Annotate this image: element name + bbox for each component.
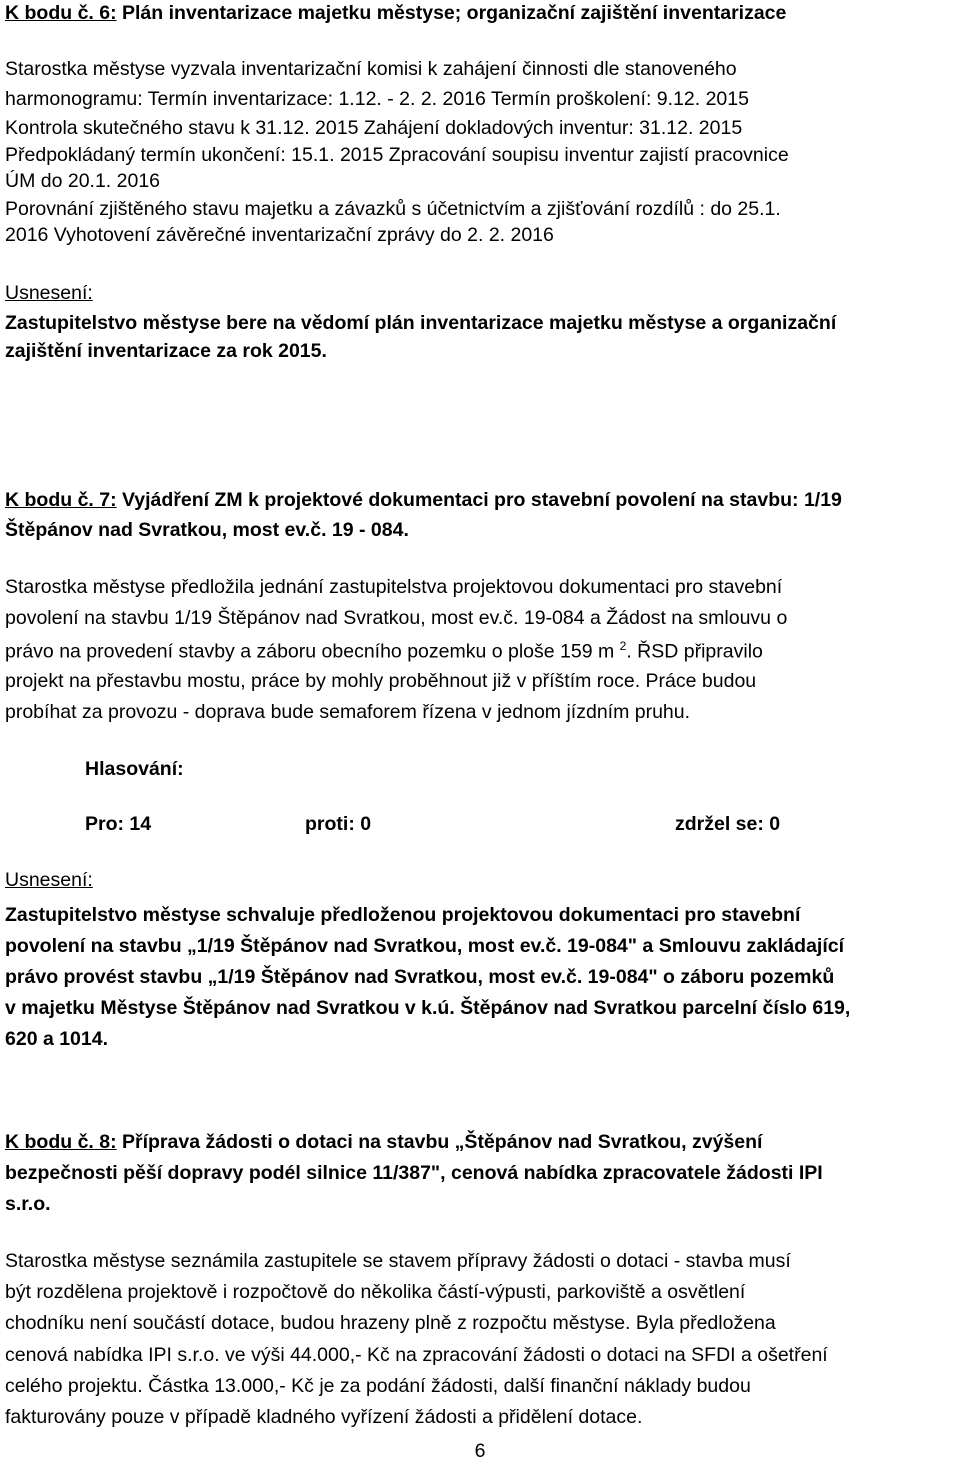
item7-body-line: projekt na přestavbu mostu, práce by mohly proběhnout již v příštím roce. Práce budou — [5, 670, 757, 692]
item7-body-line — [5, 640, 763, 662]
item8-body-line: celého projektu. Částka 13.000,- Kč je za podání žádosti, další finanční náklady budou — [5, 1375, 751, 1397]
resolution-text-line: v majetku Městyse Štěpánov nad Svratkou v k.ú. Štěpánov nad Svratkou parcelní číslo 619, — [5, 997, 851, 1019]
item8-body-line: být rozdělena projektově i rozpočtově do několika částí-výpusti, parkoviště a osvětlení — [5, 1281, 746, 1303]
resolution-text-line: právo provést stavbu „1/19 Štěpánov nad Svratkou, most ev.č. 19-084" o záboru pozemků — [5, 966, 835, 988]
item6-body-line: Starostka městyse vyzvala inventarizační komisi k zahájení činnosti dle stanoveného — [5, 58, 737, 80]
page-number: 6 — [474, 1440, 486, 1462]
vote-against: proti: 0 — [305, 813, 372, 835]
item7-body-line: probíhat za provozu - doprava bude semaforem řízena v jednom jízdním pruhu. — [5, 701, 691, 723]
item6-heading — [5, 4, 786, 24]
item7-body-line: povolení na stavbu 1/19 Štěpánov nad Svratkou, most ev.č. 19-084 a Žádost na smlouvu o — [5, 607, 788, 629]
vote-abstain: zdržel se: 0 — [675, 813, 781, 835]
resolution-text-line: 620 a 1014. — [5, 1028, 109, 1050]
item-title: Vyjádření ZM k projektové dokumentaci pro stavební povolení na stavbu: 1/19 — [116, 489, 842, 511]
voting-label: Hlasování: — [85, 758, 184, 780]
item8-heading — [5, 1133, 762, 1153]
body-text: . ŘSD připravilo — [626, 640, 763, 663]
item-label: K bodu č. 6: — [5, 2, 117, 24]
item8-body-line: chodníku není součástí dotace, budou hrazeny plně z rozpočtu městyse. Byla předložena — [5, 1312, 776, 1334]
item8-body-line: Starostka městyse seznámila zastupitele se stavem přípravy žádosti o dotaci - stavba musí — [5, 1250, 791, 1272]
resolution-label: Usnesení: — [5, 282, 93, 304]
resolution-label: Usnesení: — [5, 869, 93, 891]
resolution-text-line: Zastupitelstvo městyse schvaluje předloženou projektovou dokumentaci pro stavební — [5, 904, 801, 926]
item-title: Plán inventarizace majetku městyse; organizační zajištění inventarizace — [116, 2, 787, 24]
resolution-text-line: povolení na stavbu „1/19 Štěpánov nad Svratkou, most ev.č. 19-084" a Smlouvu zakládající — [5, 935, 845, 957]
item8-body-line: cenová nabídka IPI s.r.o. ve výši 44.000,- Kč na zpracování žádosti o dotaci na SFDI a ošetření — [5, 1344, 828, 1366]
item8-heading-line3: s.r.o. — [5, 1193, 51, 1215]
item6-body-line: Porovnání zjištěného stavu majetku a závazků s účetnictvím a zjišťování rozdílů : do 25.1. — [5, 198, 781, 220]
item6-body-line: Kontrola skutečného stavu k 31.12. 2015 Zahájení dokladových inventur: 31.12. 2015 — [5, 117, 743, 139]
vote-for: Pro: 14 — [85, 813, 152, 835]
item6-body-line: ÚM do 20.1. 2016 — [5, 170, 161, 192]
superscript: 2 — [619, 639, 627, 653]
item7-body-line: Starostka městyse předložila jednání zastupitelstva projektovou dokumentaci pro stavební — [5, 576, 783, 598]
item7-heading — [5, 491, 842, 511]
body-text: právo na provedení stavby a záboru obecního pozemku o ploše 159 m — [5, 640, 620, 663]
item-label: K bodu č. 8: — [5, 1131, 117, 1153]
item-title: Příprava žádosti o dotaci na stavbu „Štěpánov nad Svratkou, zvýšení — [116, 1131, 763, 1153]
item6-body-line: harmonogramu: Termín inventarizace: 1.12. - 2. 2. 2016 Termín proškolení: 9.12. 2015 — [5, 88, 749, 110]
resolution-text-line: Zastupitelstvo městyse bere na vědomí plán inventarizace majetku městyse a organizační — [5, 312, 837, 334]
item6-body-line: Předpokládaný termín ukončení: 15.1. 2015 Zpracování soupisu inventur zajistí pracovnice — [5, 144, 789, 166]
item7-heading-line2: Štěpánov nad Svratkou, most ev.č. 19 - 084. — [5, 519, 409, 541]
item-label: K bodu č. 7: — [5, 489, 117, 511]
item6-body-line: 2016 Vyhotovení závěrečné inventarizační zprávy do 2. 2. 2016 — [5, 224, 554, 246]
resolution-text-line: zajištění inventarizace za rok 2015. — [5, 340, 327, 362]
item8-heading-line2: bezpečnosti pěší dopravy podél silnice 11/387", cenová nabídka zpracovatele žádosti IPI — [5, 1162, 823, 1184]
item8-body-line: fakturovány pouze v případě kladného vyřízení žádosti a přidělení dotace. — [5, 1406, 643, 1428]
